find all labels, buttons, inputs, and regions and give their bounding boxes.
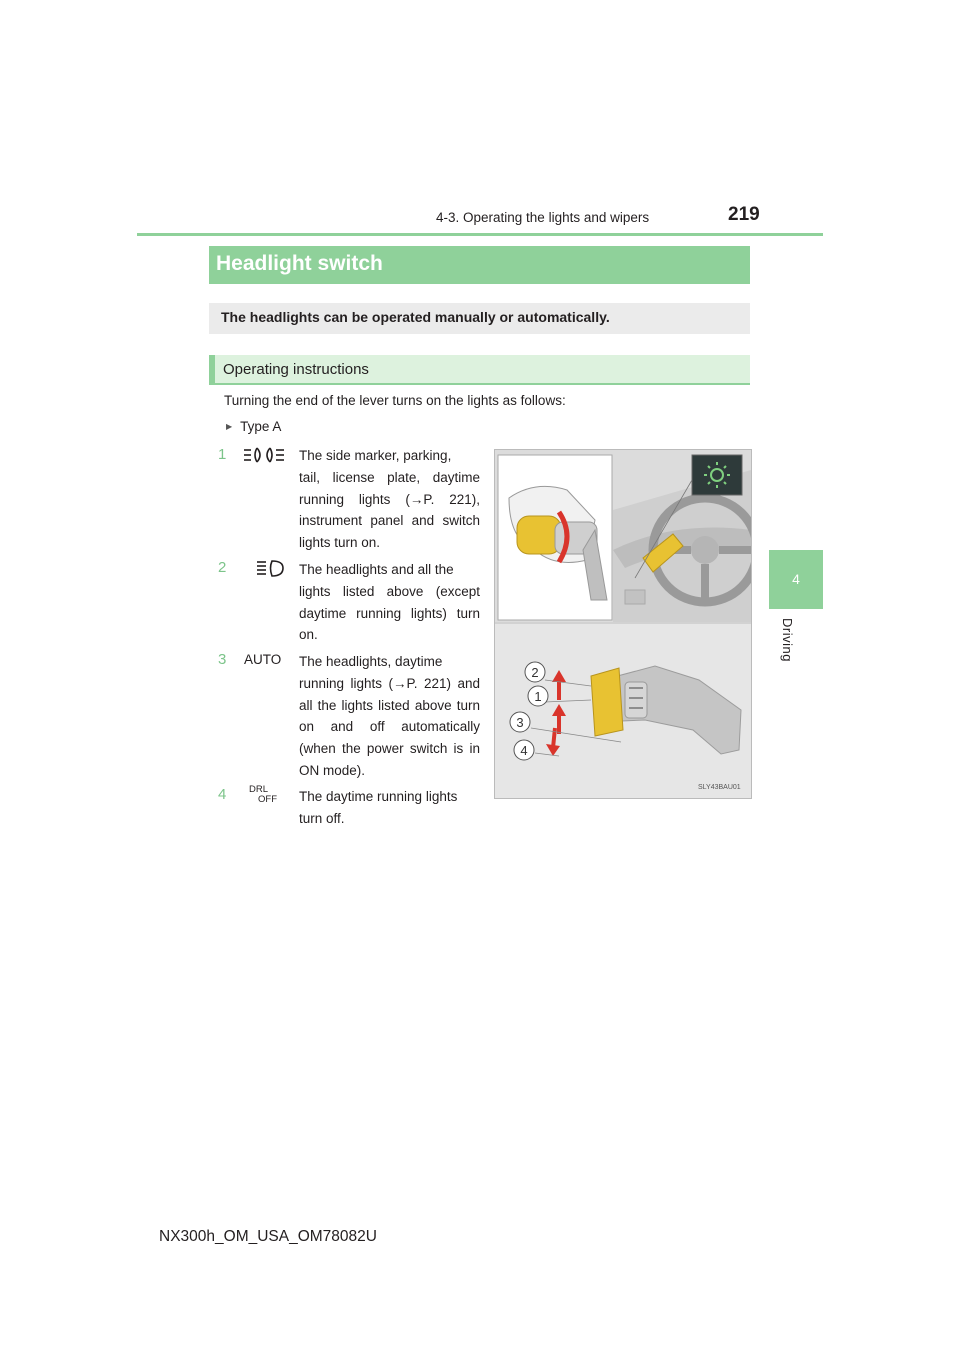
item-number: 3 — [218, 651, 227, 668]
page-title: Headlight switch — [216, 252, 383, 275]
item-description-rest: turn off. — [299, 810, 345, 826]
item-description — [299, 559, 480, 646]
subheading: Operating instructions — [223, 361, 369, 378]
headlight-indicator-icon — [692, 455, 742, 495]
item-description — [299, 786, 480, 830]
figure-code: SLY43BAU01 — [698, 784, 741, 791]
callout-2: 2 — [531, 665, 539, 680]
lead-text: Turning the end of the lever turns on the lights as follows: — [224, 393, 566, 408]
section-title: 4-3. Operating the lights and wipers — [436, 210, 650, 225]
item-description-rest: tail, license plate, daytime running lights (→P. 221), instrument panel and switch lights turn on. — [299, 469, 480, 551]
type-marker-icon: ▶ — [226, 422, 233, 431]
callout-1: 1 — [534, 689, 542, 704]
item-description — [299, 651, 480, 782]
item-number: 2 — [218, 559, 227, 576]
item-description-rest: running lights (→P. 221) and all the lights listed above turn on and off automatically (when the power switch is in ON mode). — [299, 675, 480, 778]
item-description-line1: The headlights and all the — [299, 562, 454, 577]
side-marker-lights-icon — [243, 446, 285, 464]
item-description-rest: lights listed above (except daytime running lights) turn on. — [299, 583, 480, 643]
item-number: 1 — [218, 446, 227, 463]
header-rule — [137, 233, 823, 236]
footer-document-id: NX300h_OM_USA_OM78082U — [159, 1228, 377, 1245]
illustration-svg — [495, 450, 751, 798]
drl-off-icon — [249, 785, 277, 805]
type-label — [226, 419, 281, 434]
subheading-accent — [209, 355, 215, 385]
item-description-line1: The daytime running lights — [299, 789, 458, 804]
type-label-text: Type A — [240, 419, 282, 434]
callout-3: 3 — [516, 715, 524, 730]
item-description — [299, 445, 480, 554]
item-number: 4 — [218, 786, 227, 803]
off-label: OFF — [258, 794, 277, 805]
callout-4: 4 — [520, 743, 528, 758]
chapter-tab-number: 4 — [792, 571, 800, 587]
headlight-switch-illustration — [494, 449, 752, 799]
chapter-tab-label: Driving — [780, 618, 795, 662]
item-description-line1: The side marker, parking, — [299, 448, 452, 463]
intro-text: The headlights can be operated manually or automatically. — [221, 309, 610, 325]
drl-label: DRL — [249, 784, 269, 795]
item-description-line1: The headlights, daytime — [299, 654, 443, 669]
headlight-icon — [256, 559, 284, 579]
auto-label: AUTO — [244, 652, 282, 667]
page-number: 219 — [728, 204, 760, 225]
